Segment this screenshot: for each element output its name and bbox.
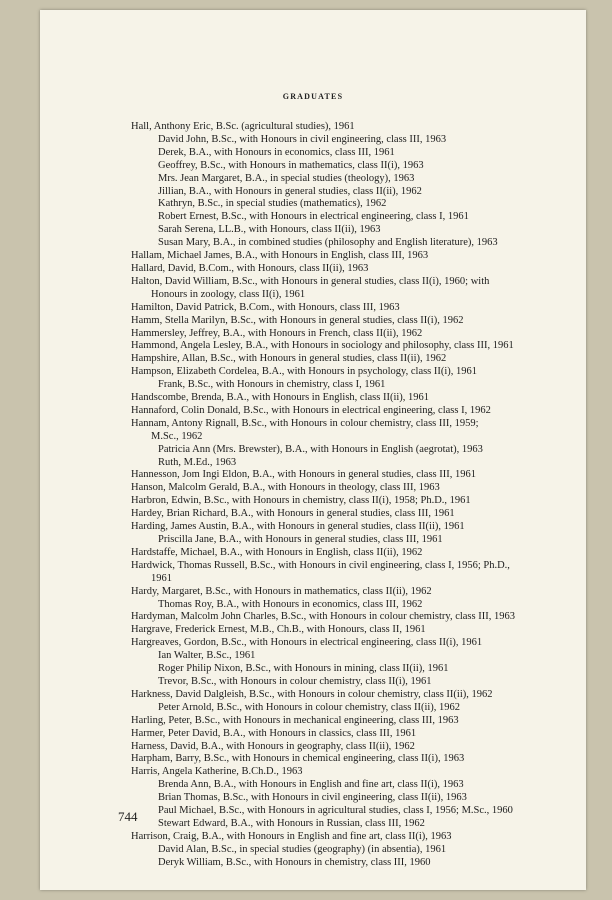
graduate-sub-entry: Kathryn, B.Sc., in special studies (mathematics), 1962 (158, 198, 387, 210)
graduate-entry: Hargrave, Frederick Ernest, M.B., Ch.B., with Honours, class II, 1961 (131, 624, 426, 636)
graduate-entry-continuation: M.Sc., 1962 (151, 430, 203, 442)
graduate-entry: Harkness, David Dalgleish, B.Sc., with Honours in colour chemistry, class II(ii), 1962 (131, 688, 493, 700)
graduate-entry: Harmer, Peter David, B.A., with Honours in classics, class III, 1961 (131, 727, 417, 739)
graduate-entry: Hannesson, Jom Ingi Eldon, B.A., with Honours in general studies, class III, 1961 (131, 469, 476, 481)
graduate-sub-entry: Ruth, M.Ed., 1963 (158, 456, 237, 468)
graduate-sub-entry: Ian Walter, B.Sc., 1961 (158, 650, 256, 662)
graduate-sub-entry: David John, B.Sc., with Honours in civil engineering, class III, 1963 (158, 133, 447, 145)
graduate-entry: Hammersley, Jeffrey, B.A., with Honours in French, class II(ii), 1962 (131, 327, 423, 339)
page-header: GRADUATES (282, 92, 344, 101)
graduate-entry: Hampson, Elizabeth Cordelea, B.A., with Honours in psychology, class II(i), 1961 (131, 366, 478, 378)
graduate-sub-entry: Geoffrey, B.Sc., with Honours in mathematics, class II(i), 1963 (158, 159, 424, 171)
graduate-entry: Harpham, Barry, B.Sc., with Honours in chemical engineering, class II(i), 1963 (131, 753, 465, 765)
graduate-entry: Hannaford, Colin Donald, B.Sc., with Honours in electrical engineering, class I, 1962 (131, 404, 491, 416)
graduate-sub-entry: Derek, B.A., with Honours in economics, class III, 1961 (158, 146, 395, 158)
document-page (40, 10, 586, 890)
graduate-entry: Harrison, Craig, B.A., with Honours in English and fine art, class II(i), 1963 (131, 830, 452, 842)
graduate-entry: Hammond, Angela Lesley, B.A., with Honours in sociology and philosophy, class III, 1961 (131, 340, 514, 352)
graduate-entry: Hamm, Stella Marilyn, B.Sc., with Honours in general studies, class II(i), 1962 (131, 314, 464, 326)
graduate-entry: Harding, James Austin, B.A., with Honours in general studies, class II(ii), 1961 (131, 521, 465, 533)
graduate-sub-entry: Roger Philip Nixon, B.Sc., with Honours in mining, class II(ii), 1961 (158, 663, 449, 675)
graduate-sub-entry: Sarah Serena, LL.B., with Honours, class II(ii), 1963 (158, 224, 381, 236)
page-number: 744 (118, 809, 138, 824)
graduate-entry: Harness, David, B.A., with Honours in geography, class II(ii), 1962 (131, 740, 415, 752)
graduate-sub-entry: Paul Michael, B.Sc., with Honours in agricultural studies, class I, 1956; M.Sc., 1960 (158, 805, 513, 817)
graduate-sub-entry: Brian Thomas, B.Sc., with Honours in civil engineering, class II(ii), 1963 (158, 792, 467, 804)
graduate-entry: Harling, Peter, B.Sc., with Honours in mechanical engineering, class III, 1963 (131, 714, 459, 726)
graduate-entry: Handscombe, Brenda, B.A., with Honours in English, class II(ii), 1961 (131, 392, 430, 404)
graduate-sub-entry: Robert Ernest, B.Sc., with Honours in electrical engineering, class I, 1961 (158, 211, 469, 223)
graduate-sub-entry: David Alan, B.Sc., in special studies (geography) (in absentia), 1961 (158, 843, 447, 855)
graduate-entry: Halton, David William, B.Sc., with Honours in general studies, class II(i), 1960; with (131, 275, 490, 287)
graduate-sub-entry: Trevor, B.Sc., with Honours in colour chemistry, class II(i), 1961 (158, 675, 432, 687)
graduate-entry: Hargreaves, Gordon, B.Sc., with Honours in electrical engineering, class II(i), 1961 (131, 637, 483, 649)
graduate-entry: Hamilton, David Patrick, B.Com., with Honours, class III, 1963 (131, 301, 400, 313)
graduate-entry: Harbron, Edwin, B.Sc., with Honours in chemistry, class II(i), 1958; Ph.D., 1961 (131, 495, 471, 507)
graduate-sub-entry: Susan Mary, B.A., in combined studies (philosophy and English literature), 1963 (158, 237, 498, 249)
graduate-entry: Hallam, Michael James, B.A., with Honours in English, class III, 1963 (131, 250, 429, 262)
graduate-sub-entry: Mrs. Jean Margaret, B.A., in special studies (theology), 1963 (158, 172, 415, 184)
graduate-entry: Hanson, Malcolm Gerald, B.A., with Honours in theology, class III, 1963 (131, 482, 440, 494)
graduate-entry: Hannam, Antony Rignall, B.Sc., with Honours in colour chemistry, class III, 1959; (131, 417, 479, 429)
graduate-entry: Hardstaffe, Michael, B.A., with Honours in English, class II(ii), 1962 (131, 546, 423, 558)
graduate-sub-entry: Stewart Edward, B.A., with Honours in Russian, class III, 1962 (158, 817, 425, 829)
graduate-sub-entry: Jillian, B.A., with Honours in general studies, class II(ii), 1962 (158, 185, 422, 197)
graduate-entry: Harris, Angela Katherine, B.Ch.D., 1963 (131, 766, 303, 778)
graduate-entry: Hardyman, Malcolm John Charles, B.Sc., with Honours in colour chemistry, class III, 1963 (131, 611, 515, 623)
graduate-sub-entry: Brenda Ann, B.A., with Honours in English and fine art, class II(i), 1963 (158, 779, 464, 791)
graduate-sub-entry: Priscilla Jane, B.A., with Honours in general studies, class III, 1961 (158, 534, 443, 545)
graduate-sub-entry: Patricia Ann (Mrs. Brewster), B.A., with Honours in English (aegrotat), 1963 (158, 443, 483, 455)
graduate-list (131, 121, 561, 870)
graduate-entry: Hallard, David, B.Com., with Honours, class II(ii), 1963 (131, 262, 369, 274)
graduate-entry: Hall, Anthony Eric, B.Sc. (agricultural studies), 1961 (131, 121, 355, 132)
graduate-entry: Hampshire, Allan, B.Sc., with Honours in general studies, class II(ii), 1962 (131, 353, 447, 365)
graduate-entry: Hardey, Brian Richard, B.A., with Honours in general studies, class III, 1961 (131, 508, 455, 520)
graduate-entry-continuation: 1961 (151, 572, 172, 584)
graduate-sub-entry: Peter Arnold, B.Sc., with Honours in colour chemistry, class II(ii), 1962 (158, 701, 461, 713)
graduate-sub-entry: Frank, B.Sc., with Honours in chemistry, class I, 1961 (158, 379, 386, 391)
graduate-entry: Hardwick, Thomas Russell, B.Sc., with Honours in civil engineering, class I, 1956; Ph.D., (131, 559, 510, 571)
graduate-entry: Hardy, Margaret, B.Sc., with Honours in mathematics, class II(ii), 1962 (131, 585, 432, 597)
graduate-sub-entry: Deryk William, B.Sc., with Honours in chemistry, class III, 1960 (158, 856, 431, 868)
graduate-sub-entry: Thomas Roy, B.A., with Honours in economics, class III, 1962 (158, 598, 423, 610)
graduate-entry-continuation: Honours in zoology, class II(i), 1961 (151, 288, 306, 300)
